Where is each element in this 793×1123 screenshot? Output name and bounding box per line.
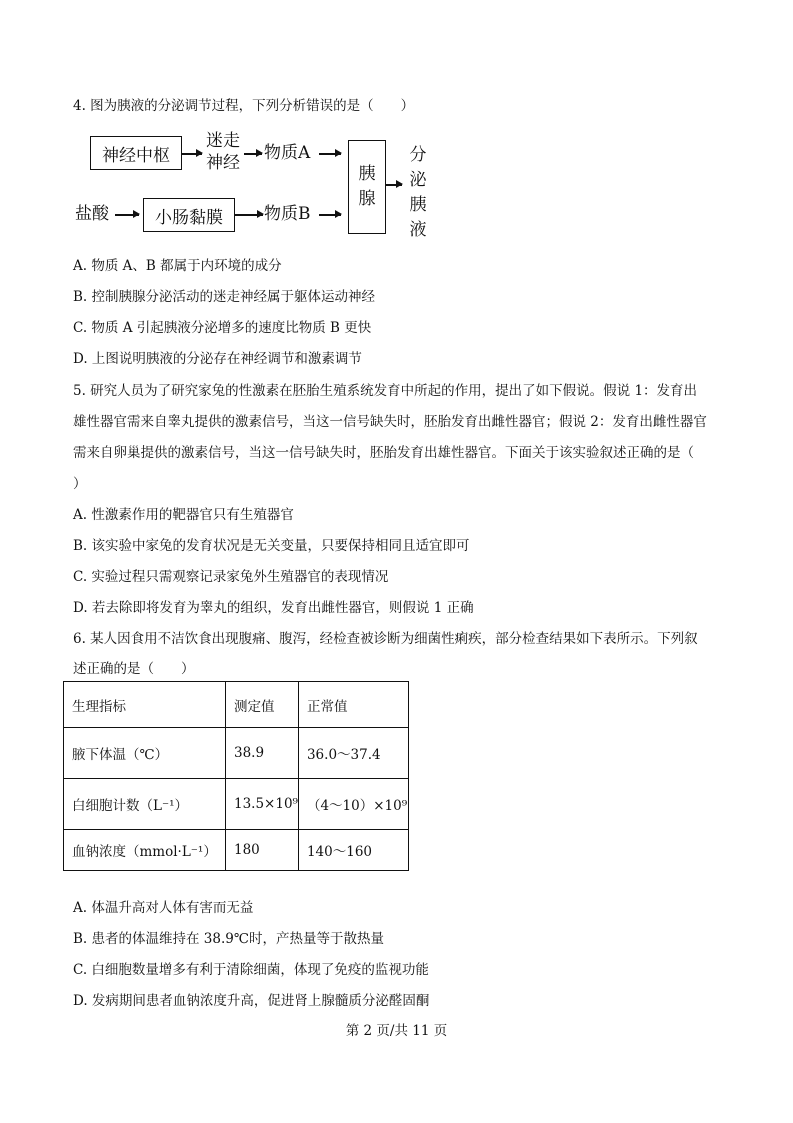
pancreas-box — [348, 140, 386, 234]
nerve-center-box: 神经中枢 — [90, 136, 182, 170]
arrow-intestine-to-b — [235, 214, 263, 216]
secretion-char-4: 液 — [409, 220, 427, 240]
table-cell: 180 — [226, 830, 299, 871]
table-header-cell: 正常值 — [298, 682, 408, 728]
table-header-cell: 测定值 — [226, 682, 299, 728]
arrow-vagus-to-a — [244, 153, 262, 155]
q6-option-a: A. 体温升高对人体有害而无益 — [73, 900, 254, 916]
table-cell: 38.9 — [226, 728, 299, 779]
secretion-char-2: 泌 — [409, 170, 427, 190]
vagus-label-1: 迷走 — [206, 131, 240, 151]
q5-option-b: B. 该实验中家兔的发育状况是无关变量，只要保持相同且适宜即可 — [73, 538, 470, 554]
pancreas-label-2: 腺 — [358, 189, 376, 209]
table-cell: 白细胞计数（L⁻¹） — [64, 779, 226, 830]
arrow-center-to-vagus — [182, 153, 202, 155]
table-cell: 腋下体温（℃） — [64, 728, 226, 779]
question-4-stem: 4. 图为胰液的分泌调节过程，下列分析错误的是（ ） — [73, 98, 415, 114]
q6-option-b: B. 患者的体温维持在 38.9℃时，产热量等于散热量 — [73, 931, 384, 947]
table-row — [64, 728, 409, 779]
table-row — [64, 779, 409, 830]
arrow-pancreas-to-secretion — [386, 184, 402, 186]
q6-stem-line-2: 述正确的是（ ） — [73, 661, 195, 677]
q4-option-c: C. 物质 A 引起胰液分泌增多的速度比物质 B 更快 — [73, 320, 372, 336]
table-cell: 13.5×10⁹ — [226, 779, 299, 830]
q5-option-a: A. 性激素作用的靶器官只有生殖器官 — [73, 507, 294, 523]
table-cell: 140～160 — [298, 830, 408, 871]
table-cell: 36.0～37.4 — [298, 728, 408, 779]
q5-stem-line-4: ） — [73, 476, 87, 492]
arrow-a-to-pancreas — [319, 153, 341, 155]
table-cell: 血钠浓度（mmol·L⁻¹） — [64, 830, 226, 871]
q5-stem-line-1: 5. 研究人员为了研究家兔的性激素在胚胎生殖系统发育中所起的作用，提出了如下假说。假说 1：发育出 — [73, 383, 698, 399]
q5-option-d: D. 若去除即将发育为睾丸的组织，发育出雌性器官，则假说 1 正确 — [73, 600, 474, 616]
q6-stem-line-1: 6. 某人因食用不洁饮食出现腹痛、腹泻，经检查被诊断为细菌性痢疾，部分检查结果如下表所示。下列叙 — [73, 631, 698, 647]
secretion-char-1: 分 — [409, 145, 427, 165]
pancreatic-secretion-diagram — [73, 132, 443, 242]
intestinal-mucosa-box: 小肠黏膜 — [143, 198, 235, 232]
q4-option-b: B. 控制胰腺分泌活动的迷走神经属于躯体运动神经 — [73, 289, 376, 305]
arrow-b-to-pancreas — [319, 214, 341, 216]
vagus-label-2: 神经 — [206, 153, 240, 173]
hydrochloric-acid-label: 盐酸 — [75, 204, 109, 224]
secretion-char-3: 胰 — [409, 195, 427, 215]
q4-option-a: A. 物质 A、B 都属于内环境的成分 — [73, 258, 282, 274]
page-footer: 第 2 页/共 11 页 — [345, 1023, 448, 1039]
q6-option-c: C. 白细胞数量增多有利于清除细菌，体现了免疫的监视功能 — [73, 962, 429, 978]
pancreas-label-1: 胰 — [358, 164, 376, 184]
q6-option-d: D. 发病期间患者血钠浓度升高，促进肾上腺髓质分泌醛固酮 — [73, 993, 430, 1009]
arrow-acid-to-intestine — [115, 214, 139, 216]
lab-results-table — [63, 681, 409, 871]
table-row — [64, 830, 409, 871]
q4-option-d: D. 上图说明胰液的分泌存在神经调节和激素调节 — [73, 351, 362, 367]
q5-option-c: C. 实验过程只需观察记录家兔外生殖器官的表现情况 — [73, 569, 389, 585]
q5-stem-line-3: 需来自卵巢提供的激素信号，当这一信号缺失时，胚胎发育出雄性器官。下面关于该实验叙述正确的是（ — [73, 445, 694, 461]
substance-a-label: 物质A — [264, 143, 311, 163]
table-header-cell: 生理指标 — [64, 682, 226, 728]
substance-b-label: 物质B — [264, 204, 311, 224]
table-cell: （4～10）×10⁹ — [298, 779, 408, 830]
q5-stem-line-2: 雄性器官需来自睾丸提供的激素信号，当这一信号缺失时，胚胎发育出雌性器官；假说 2：发育出雌性器官 — [73, 414, 707, 430]
table-header-row — [64, 682, 409, 728]
